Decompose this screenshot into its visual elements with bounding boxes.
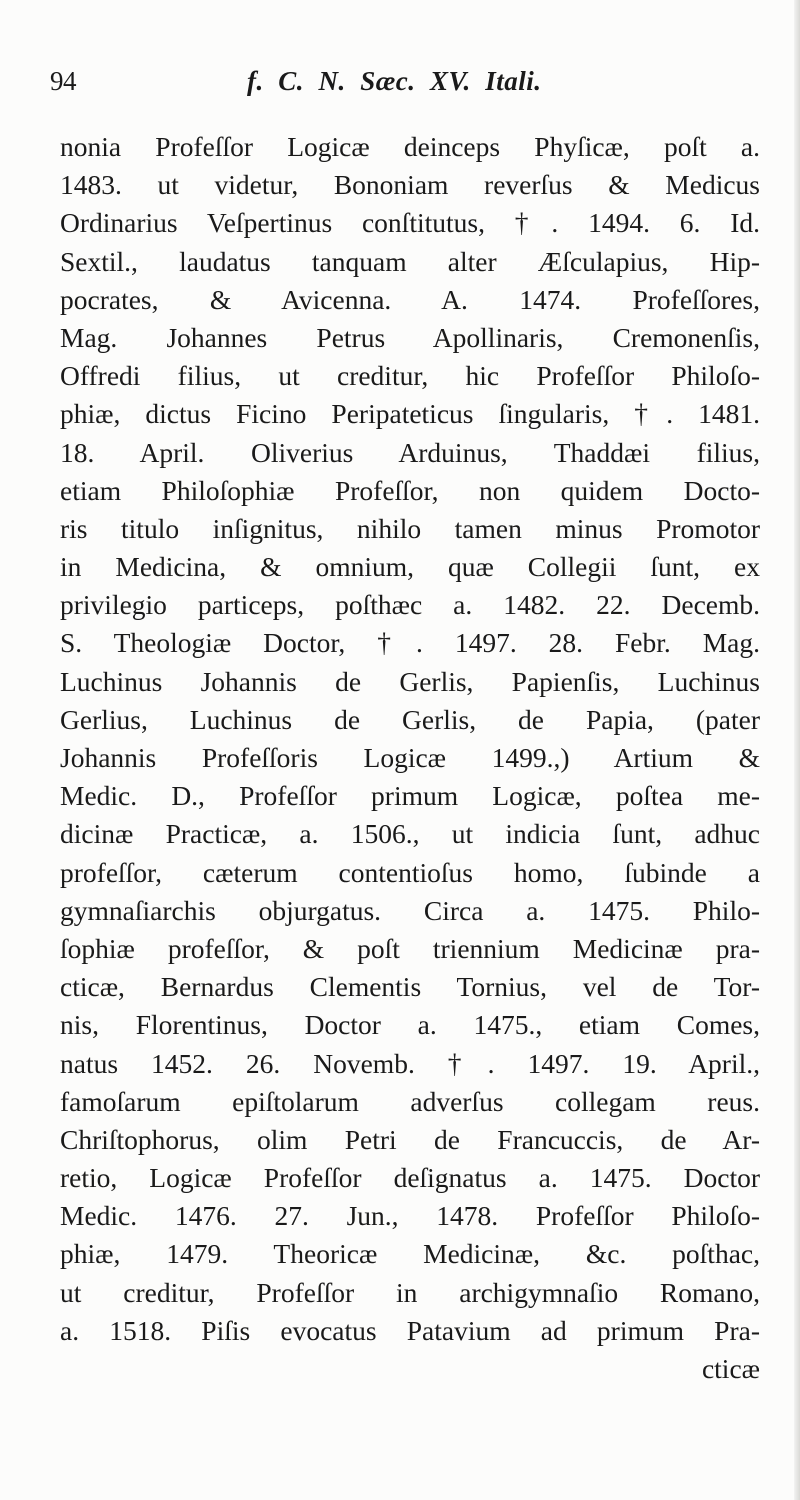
text-line: ris titulo inſignitus, nihilo tamen minus Promotor [60, 512, 760, 544]
text-line: ut creditur, Profeſſor in archigymnaſio Romano, [60, 1276, 760, 1308]
text-line: Chriſtophorus, olim Petri de Francuccis, de Ar- [60, 1123, 760, 1155]
text-line: Luchinus Johannis de Gerlis, Papienſis, Luchinus [60, 665, 760, 697]
text-line: nis, Florentinus, Doctor a. 1475., etiam Comes, [60, 1009, 760, 1041]
page-number: 94 [50, 66, 76, 96]
text-line: nonia Profeſſor Logicæ deinceps Phyſicæ, poſt a. [60, 131, 760, 162]
text-line: phiæ, 1479. Theoricæ Medicinæ, &c. poſthac, [60, 1238, 760, 1270]
running-head: f. C. N. Sæc. XV. Itali. [247, 66, 542, 96]
text-line: privilegio particeps, poſthæc a. 1482. 22. Decemb. [60, 589, 760, 621]
text-line: Mag. Johannes Petrus Apollinaris, Cremonenſis, [60, 321, 760, 353]
text-line: Gerlius, Luchinus de Gerlis, de Papia, (pater [60, 703, 760, 735]
text-line: famoſarum epiſtolarum adverſus collegam reus. [60, 1085, 760, 1117]
text-line: cticæ, Bernardus Clementis Tornius, vel de Tor- [60, 971, 760, 1003]
body-text [60, 128, 760, 1388]
text-line: ſophiæ profeſſor, & poſt triennium Medicinæ pra- [60, 932, 760, 964]
text-line: profeſſor, cæterum contentioſus homo, ſubinde a [60, 856, 760, 888]
text-line: Ordinarius Veſpertinus conſtitutus, †. 1494. 6. Id. [60, 207, 760, 239]
catchword: cticæ [701, 1353, 760, 1384]
text-line: Medic. D., Profeſſor primum Logicæ, poſtea me- [60, 780, 760, 812]
text-line: 1483. ut videtur, Bononiam reverſus & Medicus [60, 169, 760, 201]
text-line: pocrates, & Avicenna. A. 1474. Profeſſores, [60, 283, 760, 315]
text-line: gymnaſiarchis objurgatus. Circa a. 1475. Philo- [60, 894, 760, 926]
page-edge-shadow [794, 0, 800, 1500]
page-header [50, 66, 750, 106]
text-line: etiam Philoſophiæ Profeſſor, non quidem Docto- [60, 474, 760, 506]
text-line: dicinæ Practicæ, a. 1506., ut indicia ſunt, adhuc [60, 818, 760, 850]
text-line: Johannis Profeſſoris Logicæ 1499.,) Artium & [60, 742, 760, 773]
text-line: 18. April. Oliverius Arduinus, Thaddæi filius, [60, 436, 760, 468]
text-line: natus 1452. 26. Novemb. †. 1497. 19. April., [60, 1047, 760, 1079]
text-line: retio, Logicæ Profeſſor deſignatus a. 1475. Doctor [60, 1162, 760, 1194]
text-line: a. 1518. Piſis evocatus Patavium ad primum Pra- [60, 1314, 760, 1346]
text-line: in Medicina, & omnium, quæ Collegii ſunt, ex [60, 551, 760, 583]
text-line: S. Theologiæ Doctor, †. 1497. 28. Febr. Mag. [60, 627, 760, 659]
text-line: Offredi filius, ut creditur, hic Profeſſor Philoſo- [60, 360, 760, 392]
text-line: Medic. 1476. 27. Jun., 1478. Profeſſor Philoſo- [60, 1200, 760, 1232]
text-line: Sextil., laudatus tanquam alter Æſculapius, Hip- [60, 245, 760, 277]
text-line: phiæ, dictus Ficino Peripateticus ſingularis, †. 1481. [60, 398, 760, 430]
